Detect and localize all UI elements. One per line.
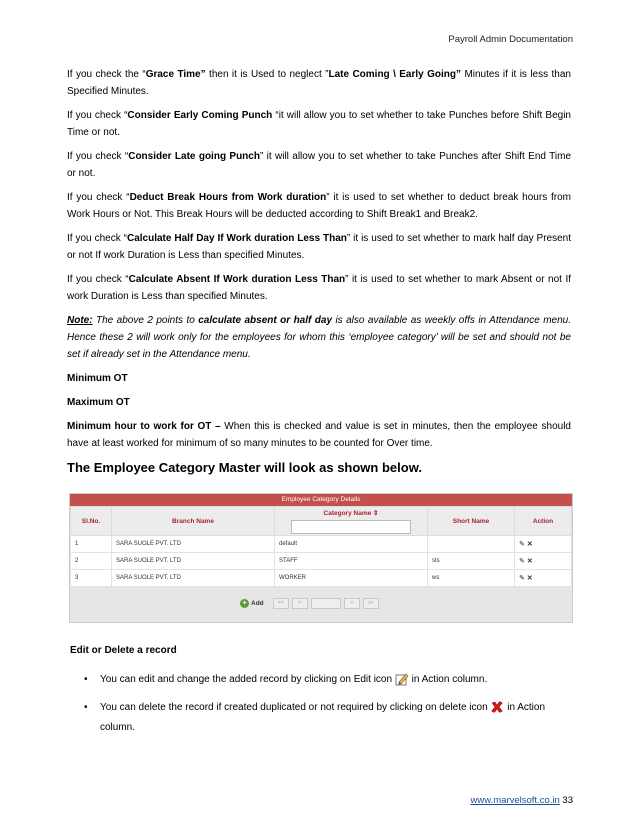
category-table [70,506,572,587]
half-day-paragraph: If you check “Calculate Half Day If Work duration Less Than” it is used to set whether to mark half day Present or not If work Duration is Less than specified Minutes. [67,233,572,261]
delete-x-icon [490,700,504,714]
edit-delete-list [84,670,571,746]
document-body [67,66,571,486]
maximum-ot-label: Maximum OT [67,397,130,408]
col-category: Category Name ⇕ [275,507,428,536]
edit-pencil-icon [395,672,409,686]
col-shortname: Short Name [428,507,515,536]
minimum-ot-label: Minimum OT [67,373,128,384]
next-page-button[interactable]: > [344,598,360,609]
list-item: • You can delete the record if created duplicated or not required by clicking on delete icon in Action column. [84,698,571,738]
page-footer [471,795,573,806]
delete-icon[interactable]: ✕ [526,558,533,565]
note-paragraph: Note: The above 2 points to calculate absent or half day is also available as weekly offs in Attendance menu. Hence these 2 will work only for the employees for whom this ‘employee category’ will be set and should not be set if already set in the Attendance menu. [67,315,571,360]
col-slno: Sl.No. [71,507,112,536]
page-number: 33 [562,795,573,806]
bullet-icon: • [84,702,88,713]
delete-icon[interactable]: ✕ [526,541,533,548]
grace-time-paragraph: If you check the “Grace Time” then it is Used to neglect ”Late Coming \ Early Going” Minutes if it is less than Specified Minutes. [67,69,571,97]
late-punch-paragraph: If you check “Consider Late going Punch” it will allow you to set whether to take Punches after Shift End Time or not. [67,151,572,179]
section-heading: The Employee Category Master will look as shown below. [67,460,422,475]
grid-title: Employee Category Details [70,494,572,506]
page-header: Payroll Admin Documentation [448,34,573,45]
bullet-icon: • [84,674,88,685]
col-action: Action [515,507,572,536]
edit-icon[interactable]: ✎ [519,575,525,582]
col-branch: Branch Name [112,507,275,536]
min-hour-paragraph: Minimum hour to work for OT – When this is checked and value is set in minutes, then the employee should have at least worked for minimum of so many minutes to be counted for Over time. [67,421,571,449]
plus-icon: + [240,599,249,608]
edit-icon[interactable]: ✎ [519,558,525,565]
page-number-input[interactable] [311,598,341,609]
category-search-input[interactable] [291,520,411,534]
edit-icon[interactable]: ✎ [519,541,525,548]
table-row: 2 SARA SUOLE PVT. LTD STAFF sts ✎ ✕ [71,553,572,570]
grid-pager [240,598,379,609]
prev-page-button[interactable]: < [292,598,308,609]
early-punch-paragraph: If you check “Consider Early Coming Punch “it will allow you to set whether to take Punches before Shift Begin Time or not. [67,110,571,138]
website-link[interactable]: www.marvelsoft.co.in [470,795,560,806]
break-hours-paragraph: If you check “Deduct Break Hours from Work duration” it is used to set whether to deduct break hours from Work Hours or Not. This Break Hours will be deducted according to Shift Break1 and Break2. [67,192,572,220]
list-item: • You can edit and change the added record by clicking on Edit icon in Action column. [84,670,571,690]
delete-icon[interactable]: ✕ [526,575,533,582]
add-button[interactable]: + Add [240,599,264,608]
first-page-button[interactable]: << [273,598,289,609]
last-page-button[interactable]: >> [363,598,379,609]
table-row: 1 SARA SUOLE PVT. LTD default ✎ ✕ [71,536,572,553]
absent-paragraph: If you check “Calculate Absent If Work duration Less Than” it is used to set whether to mark Absent or not If work Duration is Less than specified Minutes. [67,274,572,302]
table-row: 3 SARA SUOLE PVT. LTD WORKER ws ✎ ✕ [71,570,572,587]
edit-delete-title: Edit or Delete a record [70,645,177,656]
employee-category-screenshot [69,493,573,623]
